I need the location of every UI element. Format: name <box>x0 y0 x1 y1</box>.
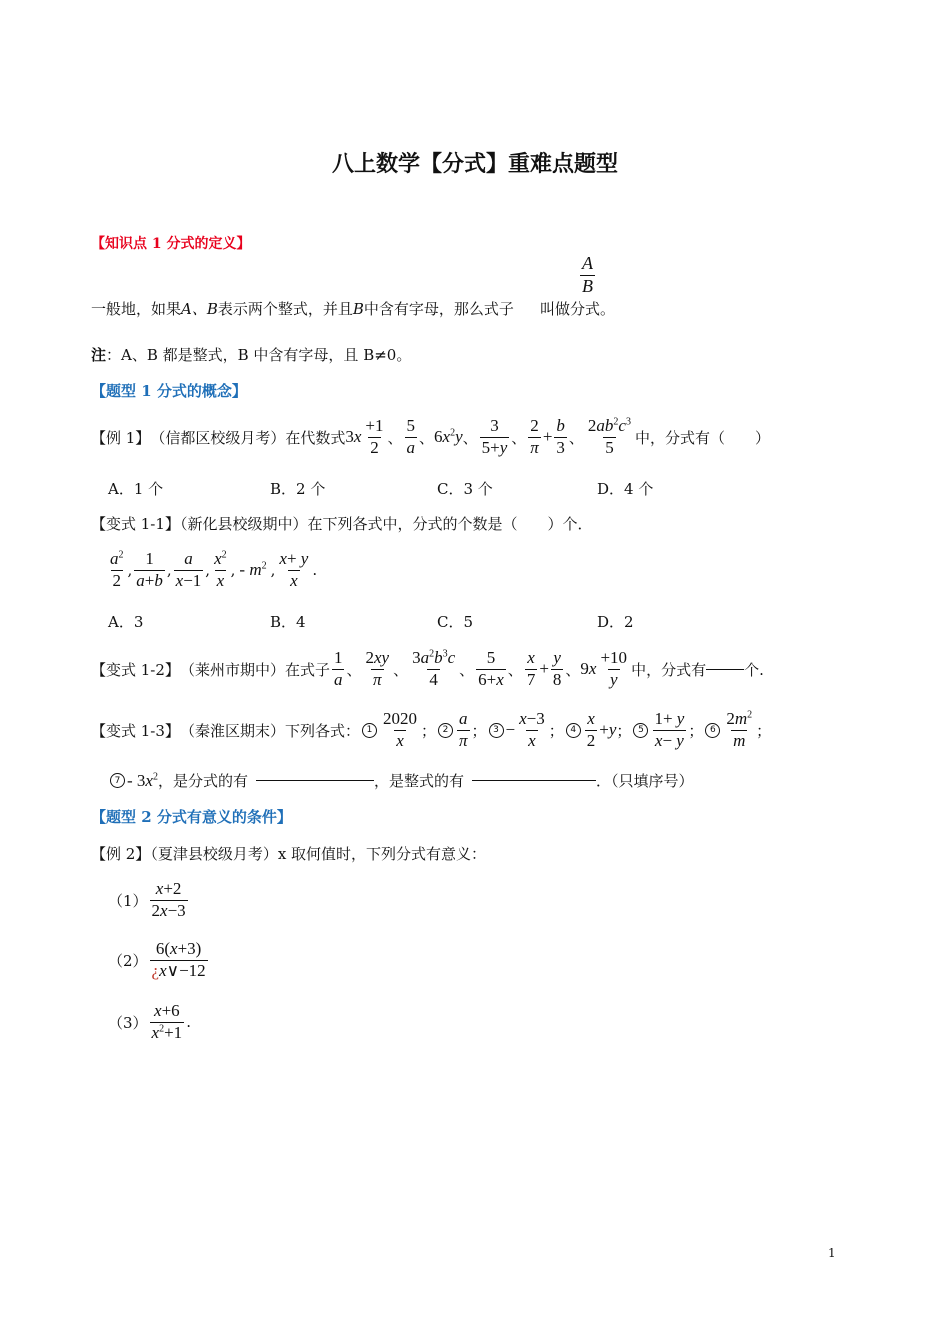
example2-item-2 <box>108 936 210 984</box>
variant13-fraction-prompt: ，是分式的有 <box>157 772 248 790</box>
fraction-answer-blank[interactable] <box>256 780 374 781</box>
expr-a2-over-2: $\frac{a^2}{2}$ <box>110 548 124 590</box>
variant12-source: （莱州市期中） <box>179 660 285 679</box>
variant11-expressions: $\frac{a^2}{2}$ , $\frac{1}{a+b}$ , $\frac{a}{x-1}$ , $\frac{x^2}{x}$ , - $m^2$ , $\frac{x+ y}{x}$ . <box>110 548 318 590</box>
variant11-label: 【变式 1-1】 <box>91 515 180 533</box>
example1-tail: 中，分式有（ ） <box>634 428 770 447</box>
variant11-line <box>91 513 592 534</box>
type1-heading: 【题型 1 分式的概念】 <box>91 382 247 400</box>
example2-item-1-label: （1） <box>108 891 148 910</box>
expr-neg-m2: - $m^2$ <box>239 560 267 579</box>
page-number: 1 <box>828 1246 836 1260</box>
variant12-tail: 中，分式有 <box>631 660 707 679</box>
expr-plus10-over-y: $\frac{+10}{y}$ <box>600 647 628 689</box>
example1-option-a: A．1 个 <box>108 480 164 498</box>
variant11-source: （新化县校级期中） <box>179 515 308 533</box>
variant13-tail: ．（只填序号） <box>596 772 694 790</box>
item-marker-6: 6 <box>705 723 720 738</box>
variant11-option-b: B．4 <box>270 613 306 631</box>
note-label: 注 <box>91 346 107 364</box>
polynomial-answer-blank[interactable] <box>472 780 596 781</box>
variant11-stem: 在下列各式中，分式的个数是（ ）个． <box>307 515 593 533</box>
variant11-option-c: C．5 <box>437 613 474 631</box>
page-title: 八上数学【分式】重难点题型 <box>331 152 618 177</box>
example1-line: 【例 1】 （信都区校级月考） 在代数式 3x $\frac{+1}{2}$ 、 $\frac{5}{a}$ 、 $6x^2y$ 、 $\frac{3}{5+y}$ 、 $\frac{2}{\pi}$ + $\frac{b}{3}$ 、 $\frac{2ab^2c^3}{5}$ 中，分式有（ ） <box>91 415 770 457</box>
expr-6x2y: $6x^2y$ <box>434 427 463 446</box>
expr-xplus2-over-2xminus3: $\frac{x+2}{2x-3}$ <box>151 878 186 920</box>
definition-part-e: 中含有字母，那么式子 <box>363 300 514 318</box>
definition-line <box>91 298 615 319</box>
expr-3x-plus: 3x <box>345 427 362 446</box>
expr-6xplus3-over-absx-minus12: $\frac{6(x+3)}{¿x\vee-12}$ <box>151 938 206 980</box>
variant13-label: 【变式 1-3】 <box>91 721 180 740</box>
example2-item-2-label: （2） <box>108 951 148 970</box>
example2-line <box>91 843 486 864</box>
expr-2-over-pi: $\frac{2}{\pi}$ <box>530 415 539 457</box>
item-marker-5: 5 <box>633 723 648 738</box>
expr-2ab2c3-over-5: $\frac{2ab^2c^3}{5}$ <box>587 415 631 457</box>
expr-xminus3-over-x: $\frac{x-3}{x}$ <box>519 708 545 750</box>
expr-a-over-xminus1: $\frac{a}{x-1}$ <box>175 548 202 590</box>
expr-9x: 9x <box>580 659 597 678</box>
example1-stem: 在代数式 <box>285 428 346 447</box>
variant13-stem: 下列各式： <box>284 721 360 740</box>
definition-part-b: A、B <box>181 300 218 318</box>
expr-5-over-a: $\frac{5}{a}$ <box>406 415 415 457</box>
example2-item-3: （3） $\frac{x+6}{x^2+1}$ . <box>108 1000 191 1042</box>
expr-2020-over-x: $\frac{2020}{x}$ <box>382 708 417 750</box>
expr-x-over-2: $\frac{x}{2}$ <box>586 708 596 750</box>
definition-part-f: 叫做分式。 <box>539 300 615 318</box>
example1-option-d: D．4 个 <box>597 480 654 498</box>
expr-xplus6-over-x2plus1: $\frac{x+6}{x^2+1}$ <box>151 1000 183 1042</box>
example2-item-3-label: （3） <box>108 1013 148 1032</box>
item-marker-7: 7 <box>110 773 125 788</box>
example1-label: 【例 1】 <box>91 428 151 447</box>
expr-1plusy-over-xminusy: $\frac{1+ y}{x- y}$ <box>654 708 685 750</box>
variant13-line2 <box>108 770 694 791</box>
definition-part-c: 表示两个整式，并且 <box>217 300 353 318</box>
example1-source: （信都区校级月考） <box>150 428 286 447</box>
variant12-stem: 在式子 <box>284 660 330 679</box>
expr-x-over-7: $\frac{x}{7}$ <box>526 647 536 689</box>
example1-option-c: C．3 个 <box>437 480 493 498</box>
variant12-answer-blank[interactable] <box>706 669 744 670</box>
definition-fraction: $\frac{A}{B}$ <box>582 253 593 296</box>
expr-3-over-5plusy: $\frac{3}{5+y}$ <box>481 415 508 457</box>
expr-plus1-over-2: $\frac{+1}{2}$ <box>365 415 384 457</box>
expr-a-over-pi: $\frac{a}{\pi}$ <box>458 708 468 750</box>
item-marker-4: 4 <box>566 723 581 738</box>
example2-item-1 <box>108 876 190 924</box>
item-marker-1: 1 <box>362 723 377 738</box>
definition-part-a: 一般地，如果 <box>91 300 182 318</box>
variant11-option-d: D．2 <box>597 613 634 631</box>
expr-1-over-aplusb: $\frac{1}{a+b}$ <box>136 548 163 590</box>
expr-5-over-6plusx: $\frac{5}{6+x}$ <box>478 647 504 689</box>
expr-2m2-over-m: $\frac{2m^2}{m}$ <box>726 708 753 750</box>
example1-option-b: B．2 个 <box>270 480 326 498</box>
note-text: ：A、B 都是整式，B 中含有字母，且 B≠0。 <box>106 346 412 364</box>
type2-heading: 【题型 2 分式有意义的条件】 <box>91 808 292 826</box>
expr-2xy-over-pi: $\frac{2xy}{\pi}$ <box>365 647 390 689</box>
variant11-option-a: A．3 <box>108 613 144 631</box>
definition-part-d: B <box>352 299 364 318</box>
expr-b-over-3: $\frac{b}{3}$ <box>556 415 565 457</box>
expr-y-over-8: $\frac{y}{8}$ <box>552 647 562 689</box>
expr-3a2b3c-over-4: $\frac{3a^2b^3c}{4}$ <box>412 647 456 689</box>
knowledge-heading: 【知识点 1 分式的定义】 <box>91 236 251 252</box>
variant12-line: 【变式 1-2】 （莱州市期中） 在式子 $\frac{1}{a}$ 、 $\frac{2xy}{\pi}$ 、 $\frac{3a^2b^3c}{4}$ 、 $\frac{5}{6+x}$ 、 $\frac{x}{7}$ + $\frac{y}{8}$ 、 9x $\frac{+10}{y}$ 中，分式有 个. <box>91 647 764 689</box>
expr-x2-over-x: $\frac{x^2}{x}$ <box>214 548 227 590</box>
note-line <box>91 344 411 365</box>
example2-stem: x 取何值时，下列分式有意义： <box>277 845 487 863</box>
example2-source: （夏津县校级月考） <box>150 845 278 863</box>
example2-label: 【例 2】 <box>91 845 151 863</box>
variant12-label: 【变式 1-2】 <box>91 660 180 679</box>
variant13-source: （秦淮区期末） <box>179 721 285 740</box>
item-marker-3: 3 <box>489 723 504 738</box>
expr-xplusy-over-x: $\frac{x+ y}{x}$ <box>279 548 309 590</box>
expr-neg3x2: - $3x^2$ <box>127 770 158 790</box>
variant13-polynomial-prompt: ，是整式的有 <box>373 772 464 790</box>
variant13-line: 【变式 1-3】 （秦淮区期末） 下列各式： 1 $\frac{2020}{x}$ ； 2 $\frac{a}{\pi}$ ； 3 − $\frac{x-3}{x}$ ； 4 $\frac{x}{2}$ +y ； 5 $\frac{1+ y}{x- y}$ ； 6 $\frac{2m^2}{m}$ ； <box>91 708 772 750</box>
item-marker-2: 2 <box>438 723 453 738</box>
expr-1-over-a: $\frac{1}{a}$ <box>333 647 343 689</box>
variant12-tail2: 个. <box>744 660 764 679</box>
